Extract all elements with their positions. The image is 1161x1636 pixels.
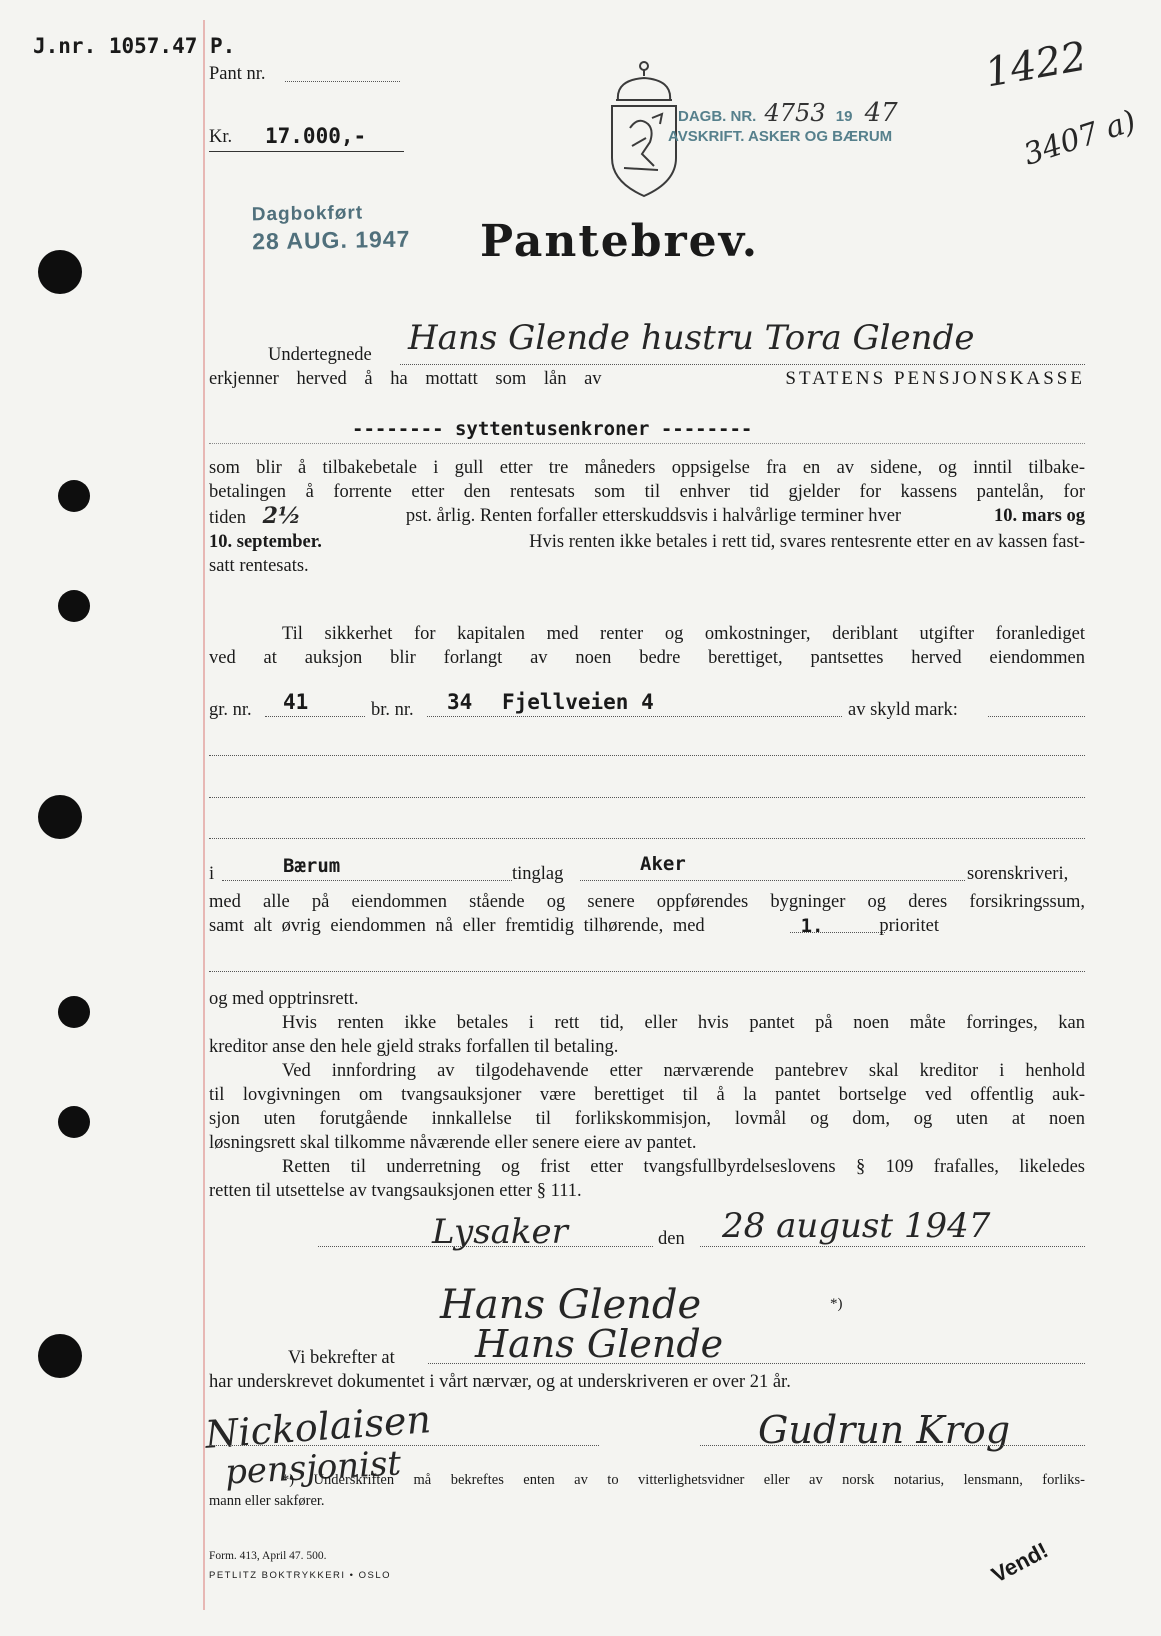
skyld-line (988, 716, 1085, 717)
terms-line (209, 504, 1085, 530)
dagbok-stamp (252, 202, 411, 256)
terms-line: betalingen å forrente etter den rentesats som til enhver tid gjelder for kassens pantelån, for (209, 482, 1085, 502)
location-text: samt alt øvrig eiendommen nå eller fremtidig tilhørende, med (209, 916, 705, 936)
place-line (318, 1246, 653, 1247)
footnote-line: *) Underskriften må bekreftes enten av to vitterlighetsvidner eller av norsk notarius, lensmann, forliks- (282, 1472, 1085, 1488)
journal-number: J.nr. 1057.47 P. (33, 34, 236, 58)
terms-text: Hvis renten ikke betales i rett tid, svares rentesrente etter en av kassen fast- (529, 532, 1085, 552)
binder-hole (38, 795, 82, 839)
sorenskriveri-label: sorenskriveri, (967, 864, 1069, 884)
signature-mark: *) (830, 1296, 843, 1312)
first-term-date: 10. mars og (994, 506, 1085, 526)
borrowers-signature: Hans Glende hustru Tora Glende (408, 318, 975, 358)
witness2-line (700, 1445, 1085, 1446)
pant-nr-line (285, 81, 400, 82)
conditions-line: Retten til underretning og frist etter tvangsfullbyrdelseslovens § 109 frafalles, likeledes (282, 1157, 1085, 1177)
footnote (209, 1470, 1085, 1512)
avskrift-stamp: AVSKRIFT. ASKER OG BÆRUM (668, 128, 893, 145)
signing-place: Lysaker (432, 1212, 568, 1252)
vend-note: Vend! (987, 1537, 1053, 1588)
conditions-paragraph (209, 987, 1085, 1203)
court-line (580, 880, 965, 881)
blank-line (209, 797, 1085, 798)
security-line: ved at auksjon blir forlangt av noen bedre berettiget, pantsettes herved eiendommen (209, 648, 1085, 668)
second-term-date: 10. september. (209, 532, 322, 552)
witness1-title: pensjonist (224, 1443, 403, 1493)
property-line (427, 716, 842, 717)
i-label: i (209, 864, 215, 884)
dagb-nr-stamp (678, 98, 898, 128)
conditions-line: Ved innfordring av tilgodehavende etter nærværende pantebrev skal kreditor i henhold (282, 1061, 1085, 1081)
confirmed-name: Hans Glende (475, 1322, 724, 1366)
corner-note-1: 1422 (981, 33, 1091, 97)
corner-note-2: 3407 a) (1019, 103, 1141, 173)
dagb-year-value: 47 (864, 98, 898, 128)
confirmed-line (428, 1363, 1085, 1364)
terms-line: satt rentesats. (209, 556, 309, 576)
dagb-nr-label: DAGB. NR. (678, 108, 757, 125)
conditions-line: Hvis renten ikke betales i rett tid, eller hvis pantet på noen måte forringes, kan (282, 1013, 1085, 1033)
terms-paragraph (209, 456, 1085, 578)
witness1-line (209, 1445, 599, 1446)
binder-hole (58, 1106, 90, 1138)
dagbok-date: 28 AUG. 1947 (251, 225, 411, 255)
conditions-line: sjon uten forutgående innkallelse til forlikskommisjon, lovmål og dom, og uten at noen (209, 1109, 1085, 1129)
pant-nr-label: Pant nr. (209, 64, 266, 84)
witness2-signature: Gudrun Krog (758, 1408, 1011, 1452)
conditions-line: til lovgivningen om tvangsauksjoner være berettiget til å la pantet bortselge ved offentlig auk- (209, 1085, 1085, 1105)
blank-line (209, 971, 1085, 972)
conditions-line: løsningsrett skal tilkomme nåværende eller senere eiere av pantet. (209, 1133, 697, 1153)
priority-number: 1. (800, 915, 824, 937)
amount-words-line (209, 443, 1085, 444)
amount-line (209, 151, 404, 152)
amount-in-words: -------- syttentusenkroner -------- (352, 418, 753, 440)
footnote-line: mann eller sakfører. (209, 1493, 325, 1509)
blank-line (209, 838, 1085, 839)
lender-name: STATENS PENSJONSKASSE (785, 368, 1085, 389)
br-nr-label: br. nr. (371, 700, 414, 720)
gr-nr-line (265, 716, 365, 717)
margin-rule (203, 20, 205, 1610)
dagb-year-prefix: 19 (835, 108, 853, 125)
skyld-label: av skyld mark: (848, 700, 958, 720)
conditions-line: kreditor anse den hele gjeld straks forfallen til betaling. (209, 1037, 619, 1057)
borrower-signature: Hans Glende (440, 1282, 702, 1328)
tinglag-label: tinglag (512, 864, 564, 884)
priority-line (790, 932, 885, 933)
witness-statement: har underskrevet dokumentet i vårt nærvær, og at underskriveren er over 21 år. (209, 1372, 791, 1392)
interest-rate: 2½ (262, 503, 301, 529)
vi-bekrefter-label: Vi bekrefter at (288, 1348, 395, 1368)
gr-nr-label: gr. nr. (209, 700, 252, 720)
binder-hole (58, 480, 90, 512)
conditions-line: og med opptrinsrett. (209, 989, 359, 1009)
date-line (700, 1246, 1085, 1247)
erkjenner-text (209, 367, 1085, 391)
undertegnede-label: Undertegnede (268, 345, 372, 365)
dagbok-label: Dagbokført (251, 202, 364, 226)
document-title: Pantebrev. (480, 216, 760, 267)
location-line: med alle på eiendommen stående og senere oppførendes bygninger og deres forsikringssum, (209, 892, 1085, 912)
security-line: Til sikkerhet for kapitalen med renter og omkostninger, deriblant utgifter foranlediget (282, 624, 1085, 644)
municipality-line (222, 880, 512, 881)
dagb-nr-value: 4753 (764, 99, 826, 127)
binder-hole (38, 250, 82, 294)
binder-hole (38, 1334, 82, 1378)
location-paragraph (209, 890, 1085, 938)
conditions-line: retten til utsettelse av tvangsauksjonen etter § 111. (209, 1181, 582, 1201)
location-line (209, 914, 939, 938)
borrowers-line (400, 364, 1085, 365)
municipality: Bærum (283, 855, 341, 877)
terms-text: pst. årlig. Renten forfaller etterskuddsvis i halvårlige terminer hver (405, 506, 902, 526)
prioritet-label: prioritet (879, 916, 939, 936)
property-name: Fjellveien 4 (502, 690, 654, 714)
security-paragraph (209, 622, 1085, 670)
den-label: den (658, 1229, 685, 1249)
terms-line (209, 530, 1085, 554)
form-number: Form. 413, April 47. 500. (209, 1550, 327, 1562)
binder-hole (58, 590, 90, 622)
signing-date: 28 august 1947 (722, 1206, 991, 1246)
tiden-label: tiden (209, 508, 246, 528)
court-name: Aker (640, 853, 686, 875)
erkjenner-label: erkjenner herved å ha mottatt som lån av (209, 369, 602, 389)
amount-value: 17.000,- (265, 124, 367, 148)
terms-line: som blir å tilbakebetale i gull etter tre måneders oppsigelse fra en av sidene, og inntil tilbake- (209, 458, 1085, 478)
blank-line (209, 755, 1085, 756)
br-nr-value: 34 (447, 690, 473, 714)
printer-name: PETLITZ BOKTRYKKERI • OSLO (209, 1570, 392, 1581)
binder-hole (58, 996, 90, 1028)
witness1-signature: Nickolaisen (203, 1397, 433, 1457)
amount-label: Kr. (209, 127, 233, 147)
gr-nr-value: 41 (283, 690, 309, 714)
